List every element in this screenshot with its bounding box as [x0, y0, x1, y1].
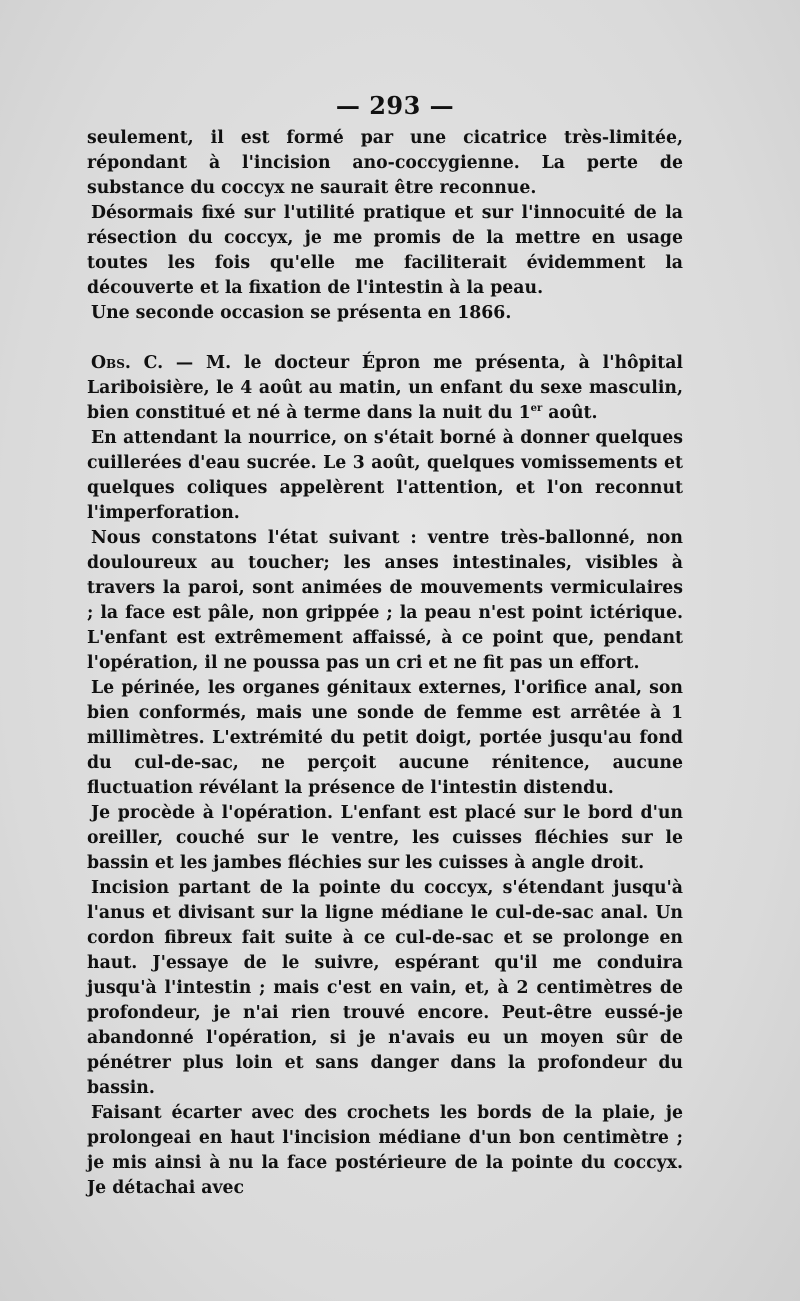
paragraph: En attendant la nourrice, on s'était borné à donner quelques cuillerées d'eau sucrée. Le 3 août, quelques vomissements et quelques coliques appelèrent l'attention, et l'on reconnut l'imperforation.	[87, 428, 683, 523]
observation-label: Obs. C.	[91, 353, 164, 373]
observation-text: — M. le docteur Épron me présenta, à l'hôpital Lariboisière, le 4 août au matin, un enfant du sexe masculin, bien constitué et né à terme dans la nuit du	[87, 353, 683, 423]
observation-paragraph	[87, 351, 683, 426]
paragraph: seulement, il est formé par une cicatrice très-limitée, répondant à l'incision ano-coccygienne. La perte de substance du coccyx ne saurait être reconnue.	[87, 128, 683, 198]
section-gap	[87, 326, 683, 351]
superscript-number: 1	[518, 403, 531, 423]
paragraph: Nous constatons l'état suivant : ventre très-ballonné, non douloureux au toucher; les anses intestinales, visibles à travers la paroi, sont animées de mouvements vermiculaires ; la face est pâle, non grippée ; la peau n'est point ictérique. L'enfant est extrêmement affaissé, à ce point que, pendant l'opération, il ne poussa pas un cri et ne fit pas un effort.	[87, 528, 683, 673]
observation-text-end: août.	[542, 403, 598, 423]
superscript-suffix: er	[530, 403, 543, 415]
paragraph: Une seconde occasion se présenta en 1866.	[91, 303, 512, 323]
paragraph: Désormais fixé sur l'utilité pratique et sur l'innocuité de la résection du coccyx, je me promis de la mettre en usage toutes les fois qu'elle me faciliterait évidemment la découverte et la fixation de l'intestin à la peau.	[87, 203, 683, 298]
paragraph: Incision partant de la pointe du coccyx, s'étendant jusqu'à l'anus et divisant sur la ligne médiane le cul-de-sac anal. Un cordon fibreux fait suite à ce cul-de-sac et se prolonge en haut. J'essaye de le suivre, espérant qu'il me conduira jusqu'à l'intestin ; mais c'est en vain, et, à 2 centimètres de profondeur, je n'ai rien trouvé encore. Peut-être eussé-je abandonné l'opération, si je n'avais eu un moyen sûr de pénétrer plus loin et sans danger dans la profondeur du bassin.	[87, 878, 683, 1098]
paragraph: Faisant écarter avec des crochets les bords de la plaie, je prolongeai en haut l'incision médiane d'un bon centimètre ; je mis ainsi à nu la face postérieure de la pointe du coccyx. Je détachai avec	[87, 1103, 683, 1198]
paragraph: Le périnée, les organes génitaux externes, l'orifice anal, son bien conformés, mais une sonde de femme est arrêtée à 1 millimètres. L'extrémité du petit doigt, portée jusqu'au fond du cul-de-sac, ne perçoit aucune rénitence, aucune fluctuation révélant la présence de l'intestin distendu.	[87, 678, 683, 798]
paragraph: Je procède à l'opération. L'enfant est placé sur le bord d'un oreiller, couché sur le ventre, les cuisses fléchies sur le bassin et les jambes fléchies sur les cuisses à angle droit.	[87, 803, 683, 873]
page-number: — 293 —	[335, 91, 455, 120]
page-text	[87, 92, 683, 1201]
